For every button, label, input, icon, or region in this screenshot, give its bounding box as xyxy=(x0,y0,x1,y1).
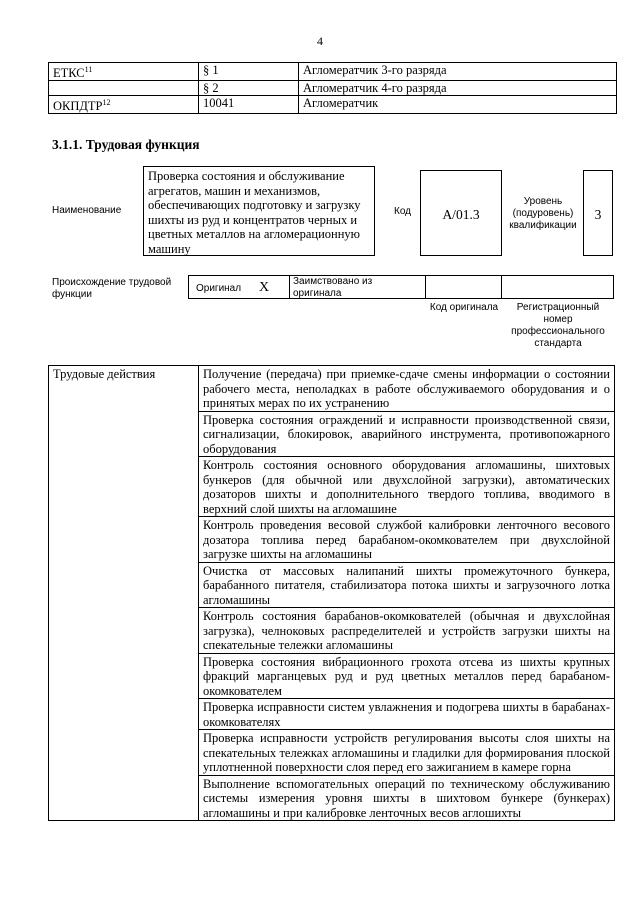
function-code: А/01.3 xyxy=(420,170,502,256)
class-ref: § 2 xyxy=(199,81,299,96)
class-code: ОКПДТР xyxy=(53,99,103,114)
classification-table xyxy=(48,62,617,114)
class-code-cell xyxy=(49,81,199,96)
caption-code: Код оригинала xyxy=(429,302,499,313)
class-name: Агломератчик 3-го разряда xyxy=(299,63,617,81)
class-code: ЕТКС xyxy=(53,66,85,81)
class-name: Агломератчик 4-го разряда xyxy=(299,81,617,96)
code-label: Код xyxy=(394,206,412,217)
action-item: Проверка состояния ограждений и исправности производственной связи, сигнализации, блокировок, аварийного инструмента, противопожарного оборудования xyxy=(199,411,615,457)
origin-original: Оригинал xyxy=(196,283,242,294)
action-item: Контроль состояния барабанов-окомкователей (обычная и двухслойная загрузка), челноковых распределителей и устройств загрузки шихты на спекательные тележки агломашины xyxy=(199,608,615,654)
origin-reg-cell xyxy=(501,275,614,299)
action-item: Контроль проведения весовой службой калибровки ленточного весового дозатора топлива перед барабаном-окомкователем при двухслойной загрузке шихты на агломашины xyxy=(199,517,615,563)
class-code-cell xyxy=(49,63,199,81)
footnote-ref: 12 xyxy=(102,98,111,108)
action-row xyxy=(49,366,615,412)
origin-original-mark: X xyxy=(259,280,270,295)
class-ref: § 1 xyxy=(199,63,299,81)
actions-table xyxy=(48,365,615,821)
action-item: Контроль состояния основного оборудования агломашины, шихтовых бункеров (для обычной или двухслойной загрузки), автоматических дозаторов шихты и дополнительного твердого топлива, вводимого в верхний слой шихты на агломашине xyxy=(199,457,615,517)
action-item: Проверка исправности устройств регулирования высоты слоя шихты на спекательных тележках агломашины и гладилки для формирования плоской уплотненной поверхности слоя перед его зажиганием в камере горна xyxy=(199,730,615,776)
section-title: 3.1.1. Трудовая функция xyxy=(52,137,200,152)
caption-reg: Регистрационный номер профессионального стандарта xyxy=(511,302,605,349)
action-item: Очистка от массовых налипаний шихты промежуточного бункера, барабанного питателя, стабилизатора потока шихты и загрузочного лотка агломашины xyxy=(199,562,615,608)
origin-borrowed: Заимствовано из оригинала xyxy=(293,276,373,299)
class-name: Агломератчик xyxy=(299,96,617,114)
action-item: Проверка исправности систем увлажнения и подогрева шихты в барабанах-окомкователях xyxy=(199,699,615,730)
action-item: Проверка состояния вибрационного грохота отсева из шихты крупных фракций марганцевых руд и руд цветных металлов перед барабаном-окомкователем xyxy=(199,653,615,699)
level-label: Уровень (подуровень) квалификации xyxy=(509,196,577,231)
page-number: 4 xyxy=(317,34,323,48)
action-item: Получение (передача) при приемке-сдаче смены информации о состоянии рабочего места, неполадках в работе обслуживаемого оборудования и о принятых мерах по их устранению xyxy=(199,366,615,412)
name-label: Наименование xyxy=(52,205,122,216)
origin-code-cell xyxy=(425,275,502,299)
class-ref: 10041 xyxy=(199,96,299,114)
qualification-level: 3 xyxy=(583,170,613,256)
action-item: Выполнение вспомогательных операций по техническому обслуживанию системы измерения уровня шихты в шихтовом бункере (бункерах) агломашины и при калибровке ленточных весов аглошихты xyxy=(199,775,615,821)
classification-row xyxy=(49,63,617,81)
classification-row xyxy=(49,81,617,96)
function-name: Проверка состояния и обслуживание агрегатов, машин и механизмов, обеспечивающих подготовку и загрузку шихты из руд и концентратов черных и цветных металлов на агломерационную машину xyxy=(143,166,375,256)
footnote-ref: 11 xyxy=(84,65,93,74)
class-code-cell xyxy=(49,96,199,114)
actions-label: Трудовые действия xyxy=(49,366,199,821)
origin-label: Происхождение трудовой функции xyxy=(52,277,172,300)
classification-row xyxy=(49,96,617,114)
